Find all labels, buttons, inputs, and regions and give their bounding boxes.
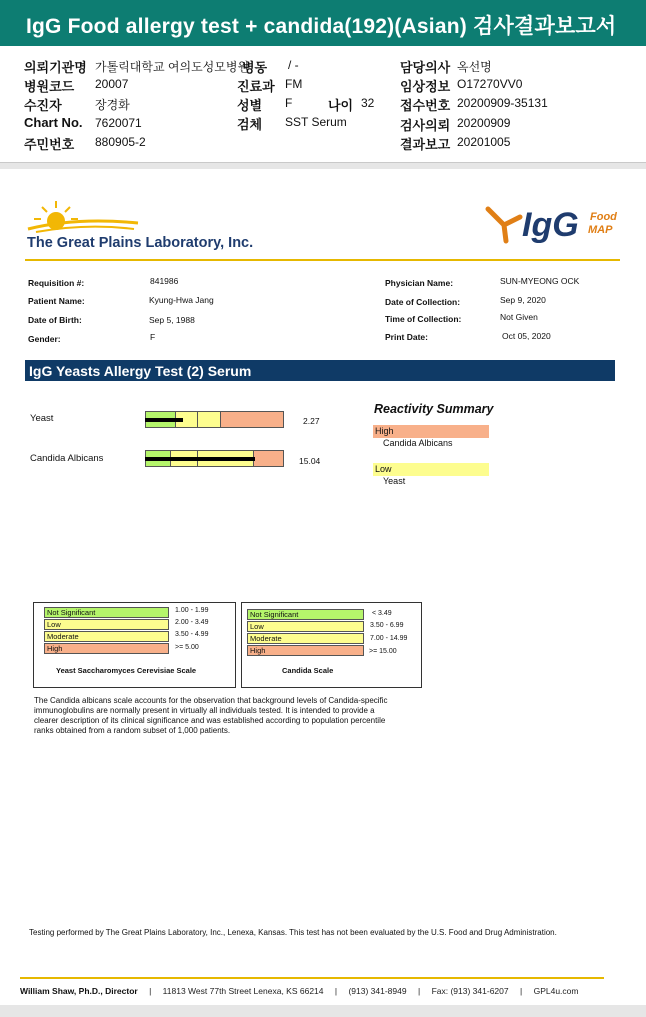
footer-phone: (913) 341-8949	[348, 986, 407, 996]
footer-address: 11813 West 77th Street Lenexa, KS 66214	[162, 986, 324, 996]
test-label-candida: Candida Albicans	[30, 453, 104, 464]
patient-info-block	[0, 50, 646, 162]
footer-gold-rule	[20, 977, 604, 979]
yeast-scale-row-low: Low	[44, 619, 169, 630]
result-label: 결과보고	[400, 137, 451, 152]
antibody-icon	[484, 205, 524, 245]
yeast-scale-row-high: High	[44, 643, 169, 654]
gender-label: Gender:	[28, 334, 61, 344]
dob-value: Sep 5, 1988	[149, 315, 195, 325]
hospital-code-value: 20007	[95, 77, 129, 91]
id-label: 주민번호	[24, 137, 75, 152]
candida-scale-range: < 3.49	[372, 610, 392, 617]
sun-logo-icon	[26, 199, 141, 235]
candida-scale-title: Candida Scale	[282, 666, 334, 675]
logo-food-text: Food	[590, 211, 617, 223]
section-title-bar	[25, 360, 615, 381]
reactivity-high-label: High	[373, 425, 489, 438]
testing-disclaimer: Testing performed by The Great Plains Laboratory, Inc., Lenexa, Kansas. This test has not been evaluated by the U.S. Food and Drug Administration.	[29, 928, 557, 937]
section-separator	[0, 162, 646, 169]
bar-seg-moderate	[198, 412, 221, 427]
yeast-scale-range: >= 5.00	[175, 644, 199, 651]
candida-scale-note: The Candida albicans scale accounts for the observation that background levels of Candida-specific immunoglobulins are normally present in virtually all individuals tested. It is intended to provide a clearer description of its clinical significance and was established according to population percentile ranks obtained from a random subset of 1,000 patients.	[34, 696, 388, 735]
logo-igg-text: IgG	[522, 206, 579, 244]
specimen-value: SST Serum	[285, 115, 347, 129]
sex-label: 성별	[237, 98, 263, 113]
lab-name: The Great Plains Laboratory, Inc.	[27, 235, 254, 251]
institution-label: 의뢰기관명	[24, 60, 87, 75]
dob-label: Date of Birth:	[28, 315, 82, 325]
chart-value: 7620071	[95, 116, 142, 130]
gender-value: F	[150, 332, 156, 342]
result-marker-yeast	[145, 418, 183, 422]
footer-director: William Shaw, Ph.D., Director	[20, 986, 138, 996]
result-value-candida: 15.04	[299, 456, 321, 466]
test-label-yeast: Yeast	[30, 413, 54, 424]
physician-value: SUN-MYEONG OCK	[500, 276, 580, 286]
candida-scale-row-high: High	[247, 645, 364, 656]
collection-time-label: Time of Collection:	[385, 314, 462, 324]
yeast-scale-range: 2.00 - 3.49	[175, 619, 209, 626]
logo-map-text: MAP	[588, 224, 613, 236]
reactivity-low-item: Yeast	[383, 476, 406, 486]
request-value: 20200909	[457, 116, 511, 130]
yeast-scale-range: 1.00 - 1.99	[175, 607, 209, 614]
print-date-value: Oct 05, 2020	[502, 331, 551, 341]
yeast-scale-row-not-significant: Not Significant	[44, 607, 169, 618]
patient-value: 장경화	[95, 98, 130, 112]
requisition-label: Requisition #:	[28, 278, 85, 288]
request-label: 검사의뢰	[400, 118, 451, 133]
reactivity-high-item: Candida Albicans	[383, 438, 453, 448]
candida-scale-range: 7.00 - 14.99	[370, 635, 408, 642]
doctor-label: 담당의사	[400, 60, 451, 75]
doctor-value: 옥선명	[457, 60, 492, 74]
candida-scale-range: 3.50 - 6.99	[370, 622, 404, 629]
section-title: IgG Yeasts Allergy Test (2) Serum	[29, 363, 252, 379]
age-value: 32	[361, 96, 375, 110]
ward-label: 병동	[242, 60, 268, 75]
sex-value: F	[285, 96, 293, 110]
result-value-yeast: 2.27	[303, 416, 320, 426]
age-label: 나이	[328, 98, 354, 113]
candida-scale-row-low: Low	[247, 621, 364, 632]
result-marker-candida	[145, 457, 255, 461]
receipt-label: 접수번호	[400, 98, 451, 113]
result-value: 20201005	[457, 135, 511, 149]
bar-seg-high	[221, 412, 283, 427]
report-title: IgG Food allergy test + candida(192)(Asian) 검사결과보고서	[26, 15, 617, 38]
report-header	[0, 0, 646, 46]
yeast-scale-row-moderate: Moderate	[44, 631, 169, 642]
yeast-scale-range: 3.50 - 4.99	[175, 631, 209, 638]
receipt-value: 20200909-35131	[457, 96, 548, 110]
dept-label: 진료과	[237, 79, 275, 94]
collection-date-value: Sep 9, 2020	[500, 295, 546, 305]
footer-fax: Fax: (913) 341-6207	[431, 986, 509, 996]
yeast-scale-legend	[33, 602, 236, 688]
yeast-scale-title: Yeast Saccharomyces Cerevisiae Scale	[56, 666, 197, 675]
specimen-label: 검체	[237, 117, 263, 132]
candida-scale-range: >= 15.00	[369, 648, 397, 655]
ward-value: / -	[288, 58, 299, 72]
candida-scale-row-moderate: Moderate	[247, 633, 364, 644]
reactivity-low-label: Low	[373, 463, 489, 476]
candida-scale-row-not-significant: Not Significant	[247, 609, 364, 620]
collection-time-value: Not Given	[500, 312, 538, 322]
patient-name-label: Patient Name:	[28, 296, 85, 306]
bar-seg-high	[254, 451, 283, 466]
print-date-label: Print Date:	[385, 332, 428, 342]
institution-value: 가톨릭대학교 여의도성모병원	[95, 60, 250, 74]
patient-name-value: Kyung-Hwa Jang	[149, 295, 214, 305]
requisition-value: 841986	[150, 276, 179, 286]
candida-scale-legend	[241, 602, 422, 688]
hospital-code-label: 병원코드	[24, 79, 75, 94]
patient-label: 수진자	[24, 98, 62, 113]
reactivity-summary-title: Reactivity Summary	[374, 402, 494, 416]
physician-label: Physician Name:	[385, 278, 454, 288]
footer-contact: William Shaw, Ph.D., Director | 11813 West 77th Street Lenexa, KS 66214 | (913) 341-8949 | Fax: (913) 341-6207 | GPL4u.com	[20, 986, 579, 996]
collection-date-label: Date of Collection:	[385, 297, 461, 307]
chart-label: Chart No.	[24, 115, 83, 130]
dept-value: FM	[285, 77, 303, 91]
clinical-value: O17270VV0	[457, 77, 523, 91]
bottom-margin-strip	[0, 1005, 646, 1017]
clinical-label: 임상정보	[400, 79, 451, 94]
header-gold-rule	[25, 259, 620, 261]
lab-report-page	[0, 169, 646, 1005]
id-value: 880905-2	[95, 135, 146, 149]
igg-food-map-logo	[484, 201, 622, 249]
footer-website: GPL4u.com	[533, 986, 579, 996]
